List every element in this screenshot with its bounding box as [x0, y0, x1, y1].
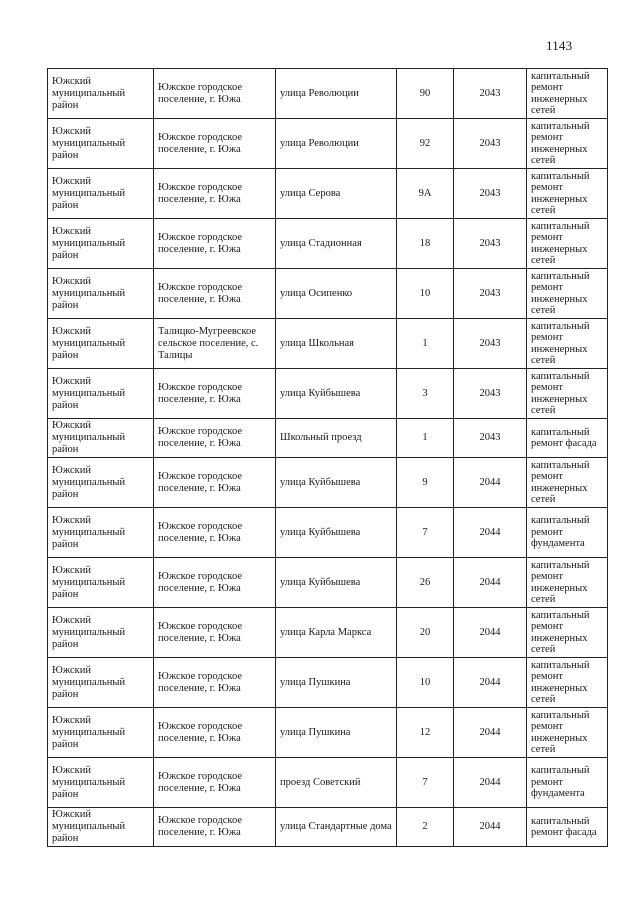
settlement-cell: Южское городское поселение, г. Южа	[154, 269, 276, 319]
repair-year-cell: 2043	[454, 419, 527, 458]
street-cell: улица Куйбышева	[276, 558, 397, 608]
table-row	[48, 508, 608, 558]
settlement-cell: Южское городское поселение, г. Южа	[154, 658, 276, 708]
settlement-cell: Южское городское поселение, г. Южа	[154, 808, 276, 847]
table-row	[48, 558, 608, 608]
repair-year-cell: 2044	[454, 608, 527, 658]
repair-year-cell: 2043	[454, 119, 527, 169]
housing-repair-table	[47, 68, 608, 847]
repair-type-cell: капитальный ремонт инженерных сетей	[527, 608, 608, 658]
street-cell: улица Куйбышева	[276, 458, 397, 508]
table-row	[48, 808, 608, 847]
repair-type-cell: капитальный ремонт инженерных сетей	[527, 369, 608, 419]
house-number-cell: 2	[397, 808, 454, 847]
repair-year-cell: 2044	[454, 708, 527, 758]
repair-type-cell: капитальный ремонт инженерных сетей	[527, 169, 608, 219]
house-number-cell: 7	[397, 508, 454, 558]
house-number-cell: 20	[397, 608, 454, 658]
repair-type-cell: капитальный ремонт инженерных сетей	[527, 558, 608, 608]
settlement-cell: Южское городское поселение, г. Южа	[154, 369, 276, 419]
repair-year-cell: 2043	[454, 69, 527, 119]
repair-year-cell: 2044	[454, 758, 527, 808]
district-cell: Южский муниципальный район	[48, 269, 154, 319]
table-body	[48, 69, 608, 847]
repair-type-cell: капитальный ремонт инженерных сетей	[527, 458, 608, 508]
table-row	[48, 758, 608, 808]
repair-type-cell: капитальный ремонт фундамента	[527, 758, 608, 808]
district-cell: Южский муниципальный район	[48, 758, 154, 808]
settlement-cell: Южское городское поселение, г. Южа	[154, 608, 276, 658]
repair-year-cell: 2043	[454, 369, 527, 419]
district-cell: Южский муниципальный район	[48, 169, 154, 219]
house-number-cell: 1	[397, 319, 454, 369]
house-number-cell: 3	[397, 369, 454, 419]
repair-type-cell: капитальный ремонт фасада	[527, 419, 608, 458]
repair-type-cell: капитальный ремонт инженерных сетей	[527, 319, 608, 369]
repair-year-cell: 2044	[454, 808, 527, 847]
table-row	[48, 69, 608, 119]
repair-type-cell: капитальный ремонт инженерных сетей	[527, 269, 608, 319]
street-cell: улица Осипенко	[276, 269, 397, 319]
house-number-cell: 9А	[397, 169, 454, 219]
street-cell: улица Карла Маркса	[276, 608, 397, 658]
house-number-cell: 92	[397, 119, 454, 169]
repair-type-cell: капитальный ремонт инженерных сетей	[527, 658, 608, 708]
house-number-cell: 9	[397, 458, 454, 508]
repair-type-cell: капитальный ремонт инженерных сетей	[527, 69, 608, 119]
house-number-cell: 1	[397, 419, 454, 458]
district-cell: Южский муниципальный район	[48, 119, 154, 169]
repair-type-cell: капитальный ремонт инженерных сетей	[527, 219, 608, 269]
street-cell: Школьный проезд	[276, 419, 397, 458]
table-row	[48, 708, 608, 758]
settlement-cell: Южское городское поселение, г. Южа	[154, 419, 276, 458]
district-cell: Южский муниципальный район	[48, 708, 154, 758]
settlement-cell: Южское городское поселение, г. Южа	[154, 708, 276, 758]
table-row	[48, 658, 608, 708]
street-cell: улица Пушкина	[276, 658, 397, 708]
repair-type-cell: капитальный ремонт фундамента	[527, 508, 608, 558]
street-cell: улица Пушкина	[276, 708, 397, 758]
settlement-cell: Южское городское поселение, г. Южа	[154, 69, 276, 119]
table-row	[48, 369, 608, 419]
repair-type-cell: капитальный ремонт инженерных сетей	[527, 708, 608, 758]
repair-year-cell: 2044	[454, 558, 527, 608]
street-cell: улица Куйбышева	[276, 508, 397, 558]
house-number-cell: 26	[397, 558, 454, 608]
table-row	[48, 458, 608, 508]
house-number-cell: 10	[397, 269, 454, 319]
house-number-cell: 90	[397, 69, 454, 119]
settlement-cell: Талицко-Мугреевское сельское поселение, с. Талицы	[154, 319, 276, 369]
table-row	[48, 169, 608, 219]
settlement-cell: Южское городское поселение, г. Южа	[154, 219, 276, 269]
settlement-cell: Южское городское поселение, г. Южа	[154, 458, 276, 508]
street-cell: улица Революции	[276, 69, 397, 119]
street-cell: улица Стадионная	[276, 219, 397, 269]
district-cell: Южский муниципальный район	[48, 658, 154, 708]
repair-year-cell: 2043	[454, 219, 527, 269]
settlement-cell: Южское городское поселение, г. Южа	[154, 169, 276, 219]
repair-year-cell: 2044	[454, 458, 527, 508]
house-number-cell: 18	[397, 219, 454, 269]
repair-year-cell: 2043	[454, 269, 527, 319]
district-cell: Южский муниципальный район	[48, 69, 154, 119]
repair-year-cell: 2043	[454, 319, 527, 369]
house-number-cell: 7	[397, 758, 454, 808]
district-cell: Южский муниципальный район	[48, 458, 154, 508]
district-cell: Южский муниципальный район	[48, 319, 154, 369]
district-cell: Южский муниципальный район	[48, 808, 154, 847]
settlement-cell: Южское городское поселение, г. Южа	[154, 758, 276, 808]
table-row	[48, 608, 608, 658]
district-cell: Южский муниципальный район	[48, 419, 154, 458]
district-cell: Южский муниципальный район	[48, 508, 154, 558]
district-cell: Южский муниципальный район	[48, 558, 154, 608]
settlement-cell: Южское городское поселение, г. Южа	[154, 508, 276, 558]
district-cell: Южский муниципальный район	[48, 369, 154, 419]
repair-year-cell: 2044	[454, 658, 527, 708]
table-row	[48, 319, 608, 369]
street-cell: улица Стандартные дома	[276, 808, 397, 847]
street-cell: улица Школьная	[276, 319, 397, 369]
district-cell: Южский муниципальный район	[48, 608, 154, 658]
house-number-cell: 12	[397, 708, 454, 758]
repair-type-cell: капитальный ремонт фасада	[527, 808, 608, 847]
street-cell: улица Серова	[276, 169, 397, 219]
repair-year-cell: 2044	[454, 508, 527, 558]
district-cell: Южский муниципальный район	[48, 219, 154, 269]
table-row	[48, 269, 608, 319]
street-cell: улица Революции	[276, 119, 397, 169]
table-row	[48, 119, 608, 169]
street-cell: улица Куйбышева	[276, 369, 397, 419]
settlement-cell: Южское городское поселение, г. Южа	[154, 558, 276, 608]
page-number: 1143	[546, 38, 573, 53]
table-row	[48, 419, 608, 458]
repair-year-cell: 2043	[454, 169, 527, 219]
house-number-cell: 10	[397, 658, 454, 708]
settlement-cell: Южское городское поселение, г. Южа	[154, 119, 276, 169]
street-cell: проезд Советский	[276, 758, 397, 808]
repair-type-cell: капитальный ремонт инженерных сетей	[527, 119, 608, 169]
table-row	[48, 219, 608, 269]
